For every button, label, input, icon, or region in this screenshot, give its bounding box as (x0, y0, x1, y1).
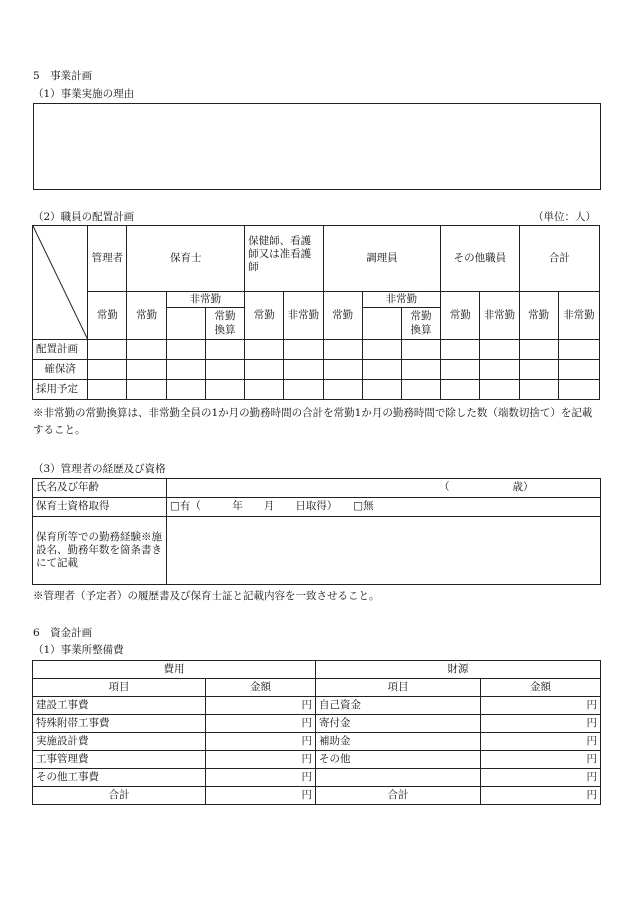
fund-amount[interactable]: 円 (481, 733, 601, 751)
cost-amount[interactable]: 円 (206, 715, 316, 733)
hdr-fulltime: 常勤 (519, 292, 558, 340)
table-row (33, 697, 601, 715)
hdr-fulltime: 常勤 (323, 292, 362, 340)
hdr-parttime: 非常勤 (480, 292, 519, 340)
amount-header: 金額 (206, 679, 316, 697)
item-header: 項目 (33, 679, 206, 697)
fund-item: 補助金 (316, 733, 481, 751)
fund-total-label: 合計 (316, 787, 481, 805)
hdr-fulltime: 常勤 (88, 292, 127, 340)
table-row (33, 340, 600, 360)
section6-sub: （1）事業所整備費 (33, 644, 124, 656)
diagonal-header-cell (33, 226, 88, 340)
cost-header: 費用 (33, 661, 316, 679)
row-label: 配置計画 (33, 340, 88, 360)
cost-item: 特殊附帯工事費 (33, 715, 206, 733)
name-age-label: 氏名及び年齢 (33, 479, 167, 498)
fund-amount[interactable]: 円 (481, 769, 601, 787)
license-field[interactable]: □有（ 年 月 日取得） □無 (167, 498, 601, 517)
staff-unit: （単位：人） (533, 211, 596, 223)
cost-amount[interactable]: 円 (206, 751, 316, 769)
name-age-field[interactable] (167, 479, 601, 498)
cost-amount[interactable]: 円 (206, 733, 316, 751)
funding-table (32, 660, 601, 805)
cost-item: 建設工事費 (33, 697, 206, 715)
reason-textbox[interactable] (33, 103, 601, 190)
col-other: その他職員 (441, 226, 519, 292)
section6-title: 6 資金計画 (33, 627, 93, 639)
fund-item: 自己資金 (316, 697, 481, 715)
hdr-fulltime: 常勤 (441, 292, 480, 340)
table-row (33, 360, 600, 380)
col-manager: 管理者 (88, 226, 127, 292)
hdr-conv: 常勤換算 (401, 308, 440, 340)
hdr-parttime: 非常勤 (362, 292, 440, 308)
col-nurse: 保健師、看護師又は准看護師 (245, 226, 323, 292)
table-row (33, 733, 601, 751)
row-label: 確保済 (33, 360, 88, 380)
hdr-fulltime: 常勤 (127, 292, 166, 340)
cost-total-label: 合計 (33, 787, 206, 805)
cost-amount[interactable]: 円 (206, 697, 316, 715)
blank-cell (166, 308, 205, 340)
table-row (33, 380, 600, 400)
fund-item: 寄付金 (316, 715, 481, 733)
cost-item: その他工事費 (33, 769, 206, 787)
manager-heading: （3）管理者の経歴及び資格 (33, 463, 166, 475)
staff-table (32, 225, 600, 400)
manager-table (32, 478, 601, 585)
col-nursery: 保育士 (127, 226, 245, 292)
fund-total-amount[interactable]: 円 (481, 787, 601, 805)
col-total: 合計 (519, 226, 599, 292)
staff-heading: （2）職員の配置計画 (33, 211, 135, 223)
reason-heading: （1）事業実施の理由 (33, 88, 135, 100)
cost-item: 工事管理費 (33, 751, 206, 769)
fund-item (316, 769, 481, 787)
row-label: 採用予定 (33, 380, 88, 400)
age-suffix: （ 歳） (439, 481, 534, 493)
license-label: 保育士資格取得 (33, 498, 167, 517)
hdr-conv: 常勤換算 (205, 308, 244, 340)
hdr-parttime: 非常勤 (284, 292, 323, 340)
blank-cell (362, 308, 401, 340)
hdr-parttime: 非常勤 (166, 292, 244, 308)
fund-amount[interactable]: 円 (481, 715, 601, 733)
staff-note: ※非常勤の常勤換算は、非常勤全員の1か月の勤務時間の合計を常勤1か月の勤務時間で除した数（端数切捨て）を記載すること。 (33, 407, 593, 436)
manager-note: ※管理者（予定者）の履歴書及び保育士証と記載内容を一致させること。 (33, 590, 380, 602)
cost-total-amount[interactable]: 円 (206, 787, 316, 805)
table-row (33, 769, 601, 787)
fund-item: その他 (316, 751, 481, 769)
hdr-parttime: 非常勤 (558, 292, 599, 340)
cost-amount[interactable]: 円 (206, 769, 316, 787)
cost-item: 実施設計費 (33, 733, 206, 751)
table-row (33, 715, 601, 733)
section5-title: 5 事業計画 (33, 70, 93, 82)
fund-amount[interactable]: 円 (481, 751, 601, 769)
experience-field[interactable] (167, 517, 601, 585)
fund-amount[interactable]: 円 (481, 697, 601, 715)
table-row (33, 751, 601, 769)
amount-header: 金額 (481, 679, 601, 697)
total-row (33, 787, 601, 805)
experience-label: 保育所等での勤務経験※施設名、勤務年数を箇条書きにて記載 (33, 517, 167, 585)
fund-header: 財源 (316, 661, 601, 679)
diagonal-line (33, 226, 88, 340)
hdr-fulltime: 常勤 (245, 292, 284, 340)
col-cook: 調理員 (323, 226, 441, 292)
item-header: 項目 (316, 679, 481, 697)
